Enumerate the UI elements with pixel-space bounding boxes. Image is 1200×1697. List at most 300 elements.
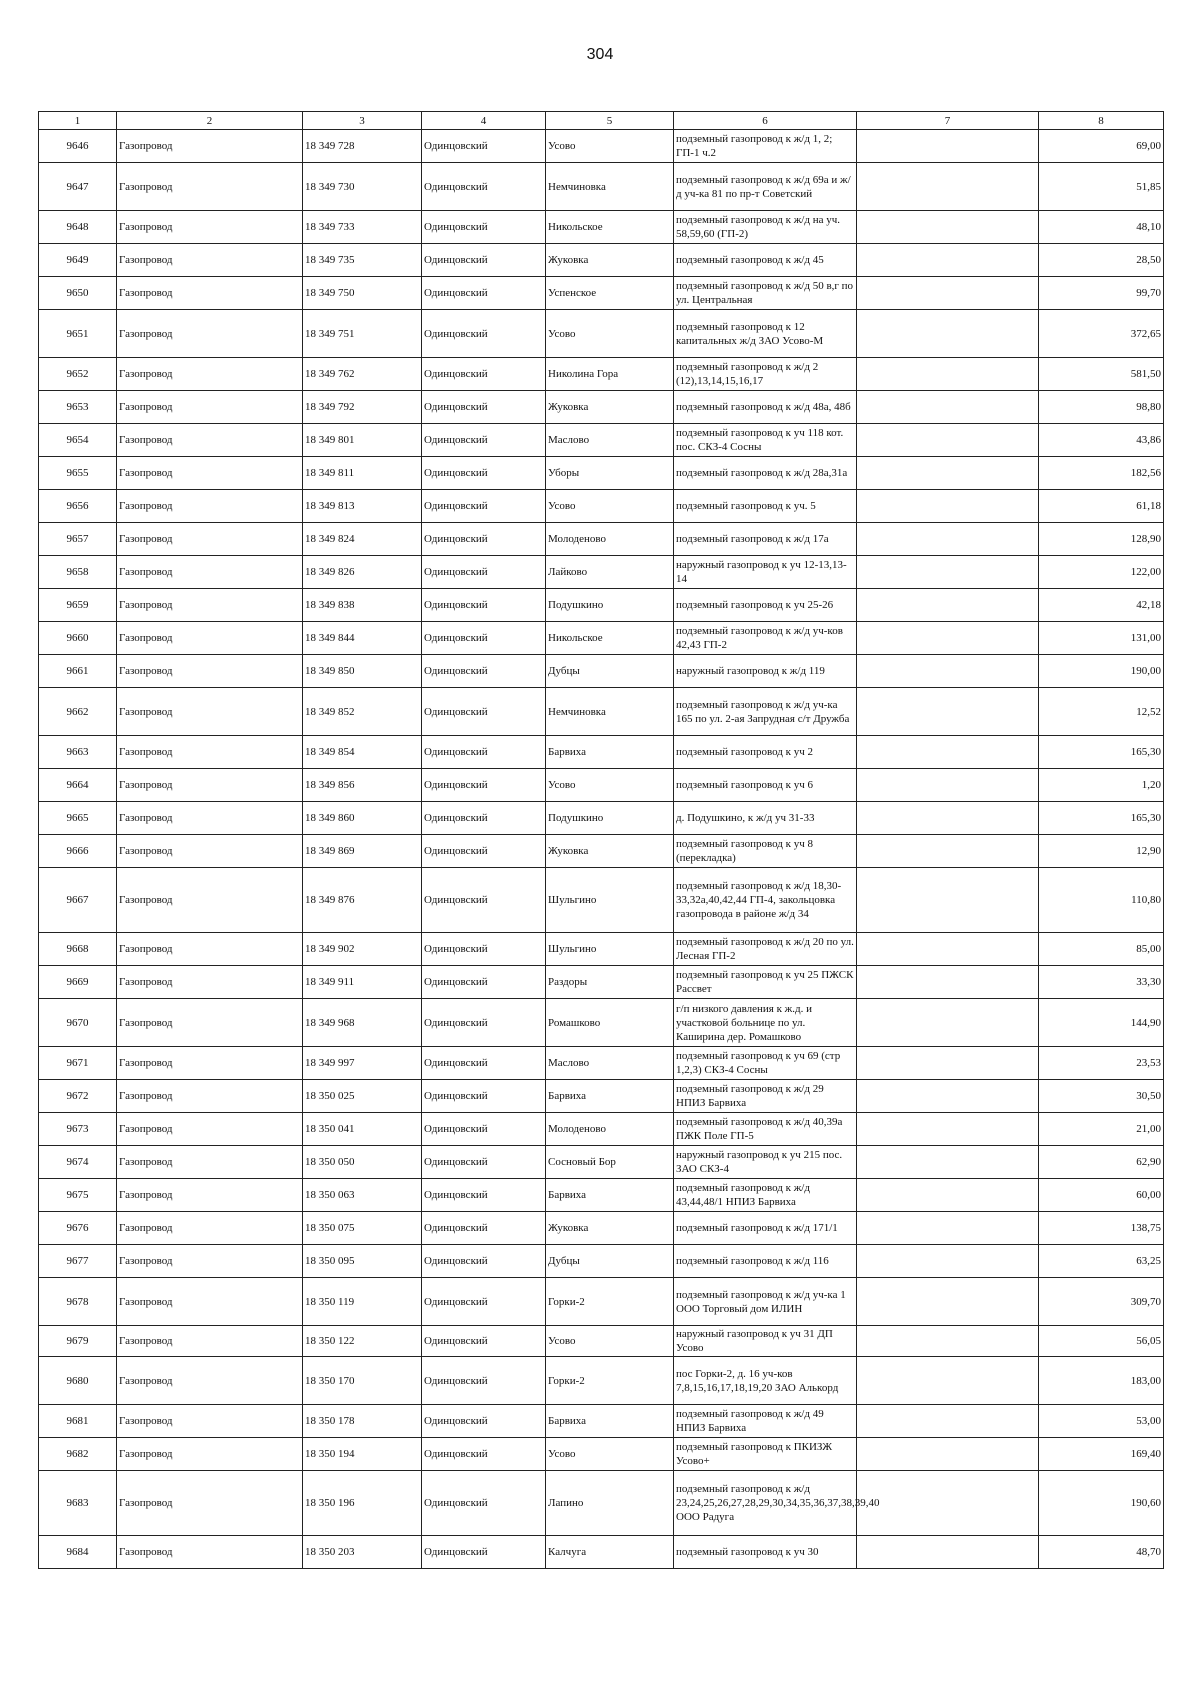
table-row	[39, 1278, 1164, 1326]
description: подземный газопровод к уч 6	[674, 769, 857, 802]
row-number: 9667	[39, 868, 117, 933]
locality: Жуковка	[546, 1212, 674, 1245]
length-value: 48,10	[1039, 211, 1164, 244]
district: Одинцовский	[422, 1278, 546, 1326]
registry-code: 18 350 119	[303, 1278, 422, 1326]
locality: Никольское	[546, 622, 674, 655]
column-header: 2	[117, 112, 303, 130]
length-value: 56,05	[1039, 1326, 1164, 1357]
length-value: 63,25	[1039, 1245, 1164, 1278]
table-row	[39, 802, 1164, 835]
district: Одинцовский	[422, 1405, 546, 1438]
district: Одинцовский	[422, 622, 546, 655]
row-number: 9676	[39, 1212, 117, 1245]
column-7-cell	[857, 688, 1039, 736]
row-number: 9675	[39, 1179, 117, 1212]
row-number: 9665	[39, 802, 117, 835]
length-value: 122,00	[1039, 556, 1164, 589]
table-row	[39, 966, 1164, 999]
length-value: 182,56	[1039, 457, 1164, 490]
district: Одинцовский	[422, 1146, 546, 1179]
locality: Барвиха	[546, 736, 674, 769]
row-number: 9669	[39, 966, 117, 999]
column-7-cell	[857, 1536, 1039, 1569]
length-value: 165,30	[1039, 802, 1164, 835]
description: подземный газопровод к уч 30	[674, 1536, 857, 1569]
table-row	[39, 277, 1164, 310]
district: Одинцовский	[422, 736, 546, 769]
registry-code: 18 349 850	[303, 655, 422, 688]
description: подземный газопровод к ж/д 49 НПИЗ Барвиха	[674, 1405, 857, 1438]
row-number: 9653	[39, 391, 117, 424]
column-7-cell	[857, 211, 1039, 244]
column-7-cell	[857, 1278, 1039, 1326]
row-number: 9661	[39, 655, 117, 688]
locality: Уборы	[546, 457, 674, 490]
column-7-cell	[857, 999, 1039, 1047]
length-value: 85,00	[1039, 933, 1164, 966]
locality: Горки-2	[546, 1357, 674, 1405]
district: Одинцовский	[422, 1047, 546, 1080]
district: Одинцовский	[422, 424, 546, 457]
district: Одинцовский	[422, 1438, 546, 1471]
district: Одинцовский	[422, 655, 546, 688]
length-value: 131,00	[1039, 622, 1164, 655]
registry-code: 18 349 838	[303, 589, 422, 622]
object-name: Газопровод	[117, 1179, 303, 1212]
length-value: 190,00	[1039, 655, 1164, 688]
column-7-cell	[857, 457, 1039, 490]
column-7-cell	[857, 1179, 1039, 1212]
district: Одинцовский	[422, 1080, 546, 1113]
object-name: Газопровод	[117, 802, 303, 835]
district: Одинцовский	[422, 999, 546, 1047]
table-row	[39, 244, 1164, 277]
district: Одинцовский	[422, 358, 546, 391]
description: подземный газопровод к уч 25-26	[674, 589, 857, 622]
district: Одинцовский	[422, 1357, 546, 1405]
row-number: 9656	[39, 490, 117, 523]
object-name: Газопровод	[117, 966, 303, 999]
locality: Николина Гора	[546, 358, 674, 391]
column-7-cell	[857, 1113, 1039, 1146]
object-name: Газопровод	[117, 391, 303, 424]
table-row	[39, 1471, 1164, 1536]
row-number: 9652	[39, 358, 117, 391]
length-value: 110,80	[1039, 868, 1164, 933]
table-row	[39, 358, 1164, 391]
locality: Лапино	[546, 1471, 674, 1536]
registry-code: 18 350 196	[303, 1471, 422, 1536]
length-value: 33,30	[1039, 966, 1164, 999]
row-number: 9650	[39, 277, 117, 310]
table-row	[39, 424, 1164, 457]
locality: Шульгино	[546, 868, 674, 933]
row-number: 9680	[39, 1357, 117, 1405]
column-7-cell	[857, 769, 1039, 802]
district: Одинцовский	[422, 1212, 546, 1245]
locality: Калчуга	[546, 1536, 674, 1569]
object-name: Газопровод	[117, 1080, 303, 1113]
row-number: 9672	[39, 1080, 117, 1113]
length-value: 169,40	[1039, 1438, 1164, 1471]
table-row	[39, 1438, 1164, 1471]
length-value: 144,90	[1039, 999, 1164, 1047]
object-name: Газопровод	[117, 1113, 303, 1146]
registry-code: 18 349 844	[303, 622, 422, 655]
length-value: 12,52	[1039, 688, 1164, 736]
object-name: Газопровод	[117, 1405, 303, 1438]
description: подземный газопровод к ж/д 17а	[674, 523, 857, 556]
length-value: 138,75	[1039, 1212, 1164, 1245]
district: Одинцовский	[422, 457, 546, 490]
length-value: 1,20	[1039, 769, 1164, 802]
registry-code: 18 349 876	[303, 868, 422, 933]
row-number: 9683	[39, 1471, 117, 1536]
length-value: 61,18	[1039, 490, 1164, 523]
table-row	[39, 868, 1164, 933]
column-7-cell	[857, 802, 1039, 835]
column-7-cell	[857, 655, 1039, 688]
locality: Усово	[546, 310, 674, 358]
district: Одинцовский	[422, 163, 546, 211]
table-row	[39, 835, 1164, 868]
row-number: 9662	[39, 688, 117, 736]
description: подземный газопровод к уч 25 ПЖСК Рассвет	[674, 966, 857, 999]
registry-code: 18 349 813	[303, 490, 422, 523]
row-number: 9673	[39, 1113, 117, 1146]
length-value: 69,00	[1039, 130, 1164, 163]
district: Одинцовский	[422, 933, 546, 966]
column-7-cell	[857, 490, 1039, 523]
length-value: 165,30	[1039, 736, 1164, 769]
column-7-cell	[857, 835, 1039, 868]
row-number: 9649	[39, 244, 117, 277]
table-row	[39, 1357, 1164, 1405]
object-name: Газопровод	[117, 211, 303, 244]
length-value: 62,90	[1039, 1146, 1164, 1179]
description: подземный газопровод к ж/д 28а,31а	[674, 457, 857, 490]
locality: Барвиха	[546, 1179, 674, 1212]
column-7-cell	[857, 1047, 1039, 1080]
registry-code: 18 349 852	[303, 688, 422, 736]
table-row	[39, 1405, 1164, 1438]
column-header: 3	[303, 112, 422, 130]
column-7-cell	[857, 933, 1039, 966]
row-number: 9677	[39, 1245, 117, 1278]
column-7-cell	[857, 163, 1039, 211]
table-row	[39, 1179, 1164, 1212]
row-number: 9658	[39, 556, 117, 589]
object-name: Газопровод	[117, 1326, 303, 1357]
description: подземный газопровод к ж/д 1, 2; ГП-1 ч.2	[674, 130, 857, 163]
object-name: Газопровод	[117, 622, 303, 655]
description: подземный газопровод к ж/д 40,39а ПЖК Поле ГП-5	[674, 1113, 857, 1146]
description: подземный газопровод к ж/д 23,24,25,26,27,28,29,30,34,35,36,37,38,39,40 ООО Радуга	[674, 1471, 857, 1536]
registry-code: 18 349 826	[303, 556, 422, 589]
length-value: 98,80	[1039, 391, 1164, 424]
description: подземный газопровод к ж/д 43,44,48/1 НПИЗ Барвиха	[674, 1179, 857, 1212]
object-name: Газопровод	[117, 163, 303, 211]
description: д. Подушкино, к ж/д уч 31-33	[674, 802, 857, 835]
registry-code: 18 349 751	[303, 310, 422, 358]
row-number: 9664	[39, 769, 117, 802]
table-row	[39, 490, 1164, 523]
description: наружный газопровод к уч 215 пос. ЗАО СКЗ-4	[674, 1146, 857, 1179]
page-number: 304	[586, 46, 614, 63]
table-row	[39, 589, 1164, 622]
table-header-row	[39, 112, 1164, 130]
registry-code: 18 349 811	[303, 457, 422, 490]
table-row	[39, 1047, 1164, 1080]
table-row	[39, 1245, 1164, 1278]
object-name: Газопровод	[117, 277, 303, 310]
column-7-cell	[857, 277, 1039, 310]
locality: Раздоры	[546, 966, 674, 999]
object-name: Газопровод	[117, 835, 303, 868]
registry-code: 18 350 075	[303, 1212, 422, 1245]
description: подземный газопровод к уч. 5	[674, 490, 857, 523]
description: г/п низкого давления к ж.д. и участковой больнице по ул. Каширина дер. Ромашково	[674, 999, 857, 1047]
row-number: 9666	[39, 835, 117, 868]
column-7-cell	[857, 391, 1039, 424]
length-value: 48,70	[1039, 1536, 1164, 1569]
table-row	[39, 736, 1164, 769]
length-value: 12,90	[1039, 835, 1164, 868]
locality: Барвиха	[546, 1405, 674, 1438]
registry-code: 18 350 063	[303, 1179, 422, 1212]
district: Одинцовский	[422, 769, 546, 802]
object-name: Газопровод	[117, 1245, 303, 1278]
locality: Подушкино	[546, 802, 674, 835]
row-number: 9655	[39, 457, 117, 490]
table-row	[39, 999, 1164, 1047]
locality: Дубцы	[546, 1245, 674, 1278]
object-name: Газопровод	[117, 358, 303, 391]
locality: Немчиновка	[546, 688, 674, 736]
district: Одинцовский	[422, 868, 546, 933]
row-number: 9651	[39, 310, 117, 358]
registry-code: 18 349 911	[303, 966, 422, 999]
district: Одинцовский	[422, 802, 546, 835]
table-row	[39, 391, 1164, 424]
table-row	[39, 1326, 1164, 1357]
registry-code: 18 349 730	[303, 163, 422, 211]
object-name: Газопровод	[117, 1438, 303, 1471]
locality: Ромашково	[546, 999, 674, 1047]
table-row	[39, 769, 1164, 802]
row-number: 9668	[39, 933, 117, 966]
registry-code: 18 349 735	[303, 244, 422, 277]
column-7-cell	[857, 244, 1039, 277]
description: наружный газопровод к ж/д 119	[674, 655, 857, 688]
row-number: 9647	[39, 163, 117, 211]
object-name: Газопровод	[117, 457, 303, 490]
column-7-cell	[857, 1357, 1039, 1405]
table-row	[39, 933, 1164, 966]
district: Одинцовский	[422, 523, 546, 556]
registry-code: 18 350 041	[303, 1113, 422, 1146]
table-row	[39, 163, 1164, 211]
object-name: Газопровод	[117, 130, 303, 163]
column-header: 6	[674, 112, 857, 130]
length-value: 28,50	[1039, 244, 1164, 277]
locality: Усово	[546, 130, 674, 163]
description: подземный газопровод к уч 8 (перекладка)	[674, 835, 857, 868]
row-number: 9682	[39, 1438, 117, 1471]
description: подземный газопровод к ПКИЗЖ Усово+	[674, 1438, 857, 1471]
row-number: 9670	[39, 999, 117, 1047]
locality: Усово	[546, 1438, 674, 1471]
registry-code: 18 349 762	[303, 358, 422, 391]
length-value: 309,70	[1039, 1278, 1164, 1326]
column-header: 4	[422, 112, 546, 130]
length-value: 128,90	[1039, 523, 1164, 556]
registry-code: 18 350 170	[303, 1357, 422, 1405]
registry-code: 18 349 856	[303, 769, 422, 802]
description: подземный газопровод к ж/д 20 по ул. Лесная ГП-2	[674, 933, 857, 966]
registry-code: 18 350 194	[303, 1438, 422, 1471]
table-row	[39, 523, 1164, 556]
object-name: Газопровод	[117, 310, 303, 358]
object-name: Газопровод	[117, 868, 303, 933]
registry-code: 18 349 902	[303, 933, 422, 966]
table-body	[39, 130, 1164, 1569]
table-row	[39, 1113, 1164, 1146]
object-name: Газопровод	[117, 1212, 303, 1245]
object-name: Газопровод	[117, 523, 303, 556]
registry-code: 18 350 095	[303, 1245, 422, 1278]
locality: Молоденово	[546, 1113, 674, 1146]
column-7-cell	[857, 868, 1039, 933]
object-name: Газопровод	[117, 556, 303, 589]
column-7-cell	[857, 1146, 1039, 1179]
registry-code: 18 349 860	[303, 802, 422, 835]
locality: Жуковка	[546, 244, 674, 277]
locality: Сосновый Бор	[546, 1146, 674, 1179]
object-name: Газопровод	[117, 1471, 303, 1536]
length-value: 42,18	[1039, 589, 1164, 622]
object-name: Газопровод	[117, 589, 303, 622]
description: подземный газопровод к 12 капитальных ж/д ЗАО Усово-М	[674, 310, 857, 358]
table-row	[39, 211, 1164, 244]
registry-code: 18 350 178	[303, 1405, 422, 1438]
row-number: 9678	[39, 1278, 117, 1326]
district: Одинцовский	[422, 1179, 546, 1212]
column-7-cell	[857, 1080, 1039, 1113]
table-row	[39, 1146, 1164, 1179]
description: подземный газопровод к ж/д 69а и ж/д уч-ка 81 по пр-т Советский	[674, 163, 857, 211]
locality: Усово	[546, 769, 674, 802]
object-name: Газопровод	[117, 933, 303, 966]
row-number: 9648	[39, 211, 117, 244]
district: Одинцовский	[422, 391, 546, 424]
description: подземный газопровод к уч 69 (стр 1,2,3) СКЗ-4 Сосны	[674, 1047, 857, 1080]
column-7-cell	[857, 424, 1039, 457]
locality: Никольское	[546, 211, 674, 244]
description: наружный газопровод к уч 31 ДП Усово	[674, 1326, 857, 1357]
column-7-cell	[857, 1212, 1039, 1245]
district: Одинцовский	[422, 310, 546, 358]
locality: Маслово	[546, 1047, 674, 1080]
column-7-cell	[857, 1405, 1039, 1438]
length-value: 43,86	[1039, 424, 1164, 457]
description: наружный газопровод к уч 12-13,13-14	[674, 556, 857, 589]
object-name: Газопровод	[117, 424, 303, 457]
locality: Жуковка	[546, 391, 674, 424]
district: Одинцовский	[422, 835, 546, 868]
row-number: 9684	[39, 1536, 117, 1569]
length-value: 183,00	[1039, 1357, 1164, 1405]
length-value: 190,60	[1039, 1471, 1164, 1536]
object-name: Газопровод	[117, 1536, 303, 1569]
registry-code: 18 350 025	[303, 1080, 422, 1113]
row-number: 9663	[39, 736, 117, 769]
length-value: 21,00	[1039, 1113, 1164, 1146]
locality: Жуковка	[546, 835, 674, 868]
description: подземный газопровод к уч 118 кот. пос. СКЗ-4 Сосны	[674, 424, 857, 457]
district: Одинцовский	[422, 1113, 546, 1146]
row-number: 9646	[39, 130, 117, 163]
length-value: 51,85	[1039, 163, 1164, 211]
object-name: Газопровод	[117, 655, 303, 688]
length-value: 30,50	[1039, 1080, 1164, 1113]
locality: Шульгино	[546, 933, 674, 966]
column-header: 7	[857, 112, 1039, 130]
registry-code: 18 349 968	[303, 999, 422, 1047]
registry-code: 18 349 997	[303, 1047, 422, 1080]
table-row	[39, 130, 1164, 163]
column-7-cell	[857, 130, 1039, 163]
table-row	[39, 457, 1164, 490]
district: Одинцовский	[422, 244, 546, 277]
table-row	[39, 310, 1164, 358]
length-value: 60,00	[1039, 1179, 1164, 1212]
registry-code: 18 349 728	[303, 130, 422, 163]
table-row	[39, 1536, 1164, 1569]
object-name: Газопровод	[117, 1146, 303, 1179]
row-number: 9679	[39, 1326, 117, 1357]
column-7-cell	[857, 523, 1039, 556]
table-row	[39, 688, 1164, 736]
column-7-cell	[857, 1245, 1039, 1278]
object-name: Газопровод	[117, 1047, 303, 1080]
column-7-cell	[857, 556, 1039, 589]
description: подземный газопровод к ж/д 50 в,г по ул. Центральная	[674, 277, 857, 310]
table-row	[39, 556, 1164, 589]
register-table	[38, 111, 1164, 1569]
column-7-cell	[857, 966, 1039, 999]
locality: Лайково	[546, 556, 674, 589]
column-7-cell	[857, 589, 1039, 622]
registry-code: 18 349 750	[303, 277, 422, 310]
description: подземный газопровод к ж/д 18,30-33,32а,40,42,44 ГП-4, закольцовка газопровода в районе ж/д 34	[674, 868, 857, 933]
locality: Молоденово	[546, 523, 674, 556]
description: подземный газопровод к ж/д 45	[674, 244, 857, 277]
column-7-cell	[857, 1471, 1039, 1536]
row-number: 9654	[39, 424, 117, 457]
row-number: 9659	[39, 589, 117, 622]
locality: Успенское	[546, 277, 674, 310]
table-row	[39, 1080, 1164, 1113]
district: Одинцовский	[422, 556, 546, 589]
registry-code: 18 350 122	[303, 1326, 422, 1357]
locality: Немчиновка	[546, 163, 674, 211]
registry-code: 18 349 801	[303, 424, 422, 457]
registry-code: 18 349 854	[303, 736, 422, 769]
column-7-cell	[857, 736, 1039, 769]
object-name: Газопровод	[117, 999, 303, 1047]
